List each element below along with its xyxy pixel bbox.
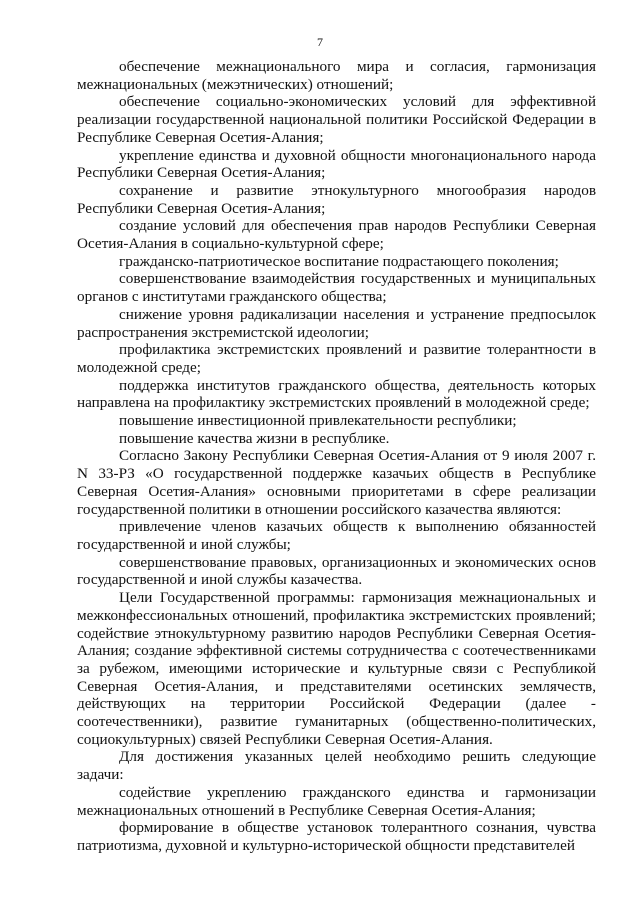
paragraph: Для достижения указанных целей необходимо решить следующие задачи: [77,748,596,784]
paragraph: Согласно Закону Республики Северная Осетия-Алания от 9 июля 2007 г. N 33-РЗ «О государственной поддержке казачьих обществ в Республике Северная Осетия-Алания» основными приоритетами в сфере реализации государственной политики в отношении российского казачества являются: [77,447,596,518]
paragraph: сохранение и развитие этнокультурного многообразия народов Республики Северная Осетия-Алания; [77,181,596,217]
paragraph: обеспечение социально-экономических условий для эффективной реализации государственной национальной политики Российской Федерации в Республике Северная Осетия-Алания; [77,93,596,146]
paragraph: содействие укреплению гражданского единства и гармонизации межнациональных отношений в Республике Северная Осетия-Алания; [77,783,596,819]
paragraph: укрепление единства и духовной общности многонационального народа Республики Северная Осетия-Алания; [77,146,596,182]
paragraph: обеспечение межнационального мира и согласия, гармонизация межнациональных (межэтнических) отношений; [77,58,596,93]
paragraph: Цели Государственной программы: гармонизация межнациональных и межконфессиональных отношений, профилактика экстремистских проявлений; содействие этнокультурному развитию народов Республики Северная Осетия-Алания; создание эффективной системы сотрудничества с соотечественниками за рубежом, имеющими исторические и культурные связи с Республикой Северная Осетия-Алания, и представителями осетинских землячеств, действующих на территории Российской Федерации (далее - соотечественники), развитие гуманитарных (общественно-политических, социокультурных) связей Республики Северная Осетия-Алания. [77,589,596,748]
paragraph: снижение уровня радикализации населения и устранение предпосылок распространения экстремистской идеологии; [77,305,596,341]
paragraph: формирование в обществе установок толерантного сознания, чувства патриотизма, духовной и культурно-исторической общности представителей [77,819,596,854]
paragraph: совершенствование взаимодействия государственных и муниципальных органов с институтами гражданского общества; [77,270,596,306]
paragraph: совершенствование правовых, организационных и экономических основ государственной и иной службы казачества. [77,553,596,589]
paragraph: создание условий для обеспечения прав народов Республики Северная Осетия-Алания в социально-культурной сфере; [77,217,596,253]
paragraph: повышение инвестиционной привлекательности республики; [119,412,517,430]
document-body [77,58,596,855]
paragraph: привлечение членов казачьих обществ к выполнению обязанностей государственной и иной службы; [77,518,596,553]
paragraph: профилактика экстремистских проявлений и развитие толерантности в молодежной среде; [77,341,596,376]
paragraph: повышение качества жизни в республике. [119,429,390,447]
paragraph: гражданско-патриотическое воспитание подрастающего поколения; [119,252,559,270]
page-number: 7 [317,35,323,49]
paragraph: поддержка институтов гражданского общества, деятельность которых направлена на профилактику экстремистских проявлений в молодежной среде; [77,376,596,412]
